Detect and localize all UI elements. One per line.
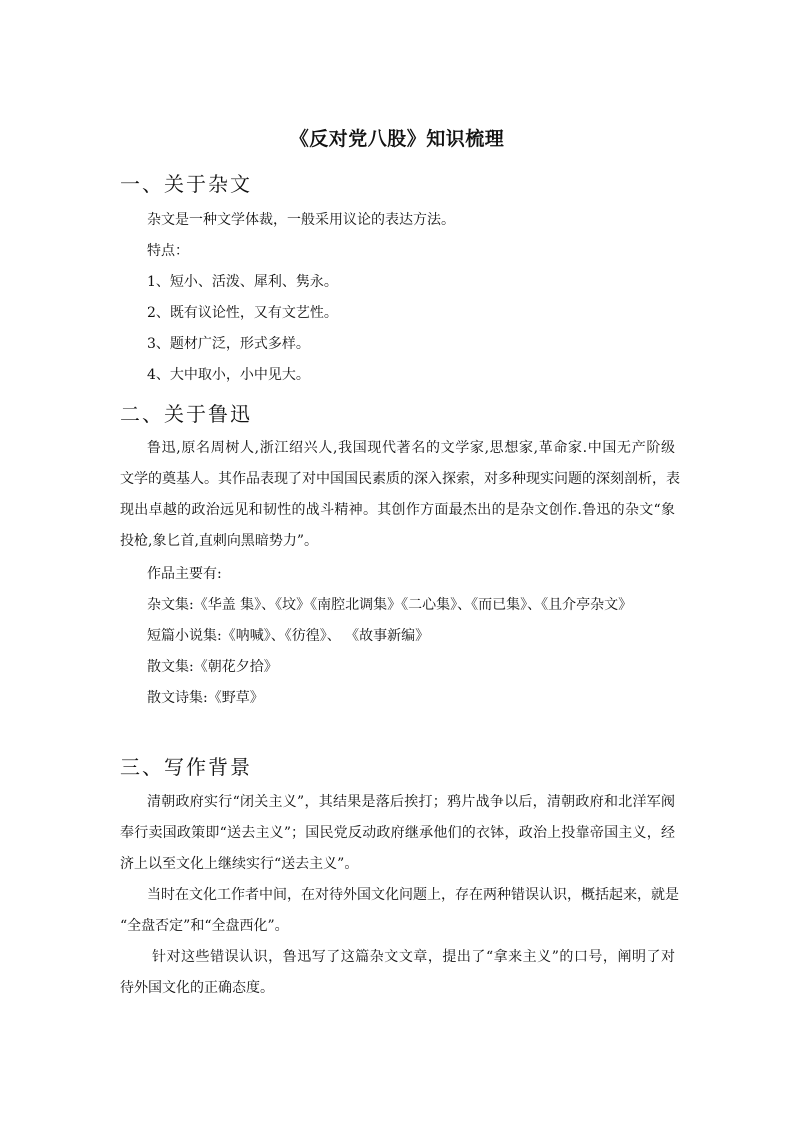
- features-label: 特点：: [147, 243, 189, 259]
- feature-item: 3、题材广泛，形式多样。: [147, 336, 310, 352]
- feature-item: 2、既有议论性，又有文艺性。: [147, 305, 338, 321]
- luxun-bio-line: 现出卓越的政治远见和韧性的战斗精神。其创作方面最杰出的是杂文创作.鲁迅的杂文“象: [120, 502, 675, 518]
- background-line: 清朝政府实行“闭关主义”，其结果是落后挨打；鸦片战争以后，清朝政府和北洋军阀: [147, 794, 675, 810]
- works-item-prose: 散文集:《朝花夕拾》: [147, 659, 278, 675]
- section-heading-zawen: 一、关于杂文: [120, 172, 252, 196]
- section-heading-luxun: 二、关于鲁迅: [120, 402, 252, 426]
- background-line: 当时在文化工作者中间，在对待外国文化问题上，存在两种错误认识，概括起来，就是: [147, 887, 679, 903]
- zawen-definition: 杂文是一种文学体裁，一般采用议论的表达方法。: [147, 212, 455, 228]
- background-line: 济上以至文化上继续实行“送去主义”。: [120, 856, 359, 872]
- document-title: 《反对党八股》知识梳理: [289, 128, 505, 150]
- works-intro: 作品主要有:: [147, 566, 222, 582]
- background-line: 奉行卖国政策即“送去主义”；国民党反动政府继承他们的衣钵，政治上投靠帝国主义，经: [120, 825, 675, 841]
- section-heading-background: 三、写作背景: [120, 755, 252, 779]
- feature-item: 1、短小、活泼、犀利、隽永。: [147, 274, 338, 290]
- background-line: 针对这些错误认识，鲁迅写了这篇杂文文章，提出了“拿来主义”的口号，阐明了对: [152, 949, 675, 965]
- luxun-bio-line: 投枪,象匕首,直刺向黑暗势力”。: [120, 533, 319, 549]
- luxun-bio-line: 鲁迅,原名周树人,浙江绍兴人,我国现代著名的文学家,思想家,革命家.中国无产阶级: [147, 440, 675, 456]
- luxun-bio-line: 文学的奠基人。其作品表现了对中国国民素质的深入探索，对多种现实问题的深刻剖析，表: [120, 471, 680, 487]
- works-item-prose-poetry: 散文诗集:《野草》: [147, 690, 264, 706]
- feature-item: 4、大中取小，小中见大。: [147, 367, 310, 383]
- works-item-short-stories: 短篇小说集:《呐喊》、《彷徨》、 《故事新编》: [147, 628, 430, 644]
- background-line: 待外国文化的正确态度。: [120, 980, 274, 996]
- works-item-zawen: 杂文集:《华盖 集》、《坟》《南腔北调集》《二心集》、《而已集》、《且介亭杂文》: [147, 597, 633, 613]
- background-line: “全盘否定”和“全盘西化”。: [120, 918, 289, 934]
